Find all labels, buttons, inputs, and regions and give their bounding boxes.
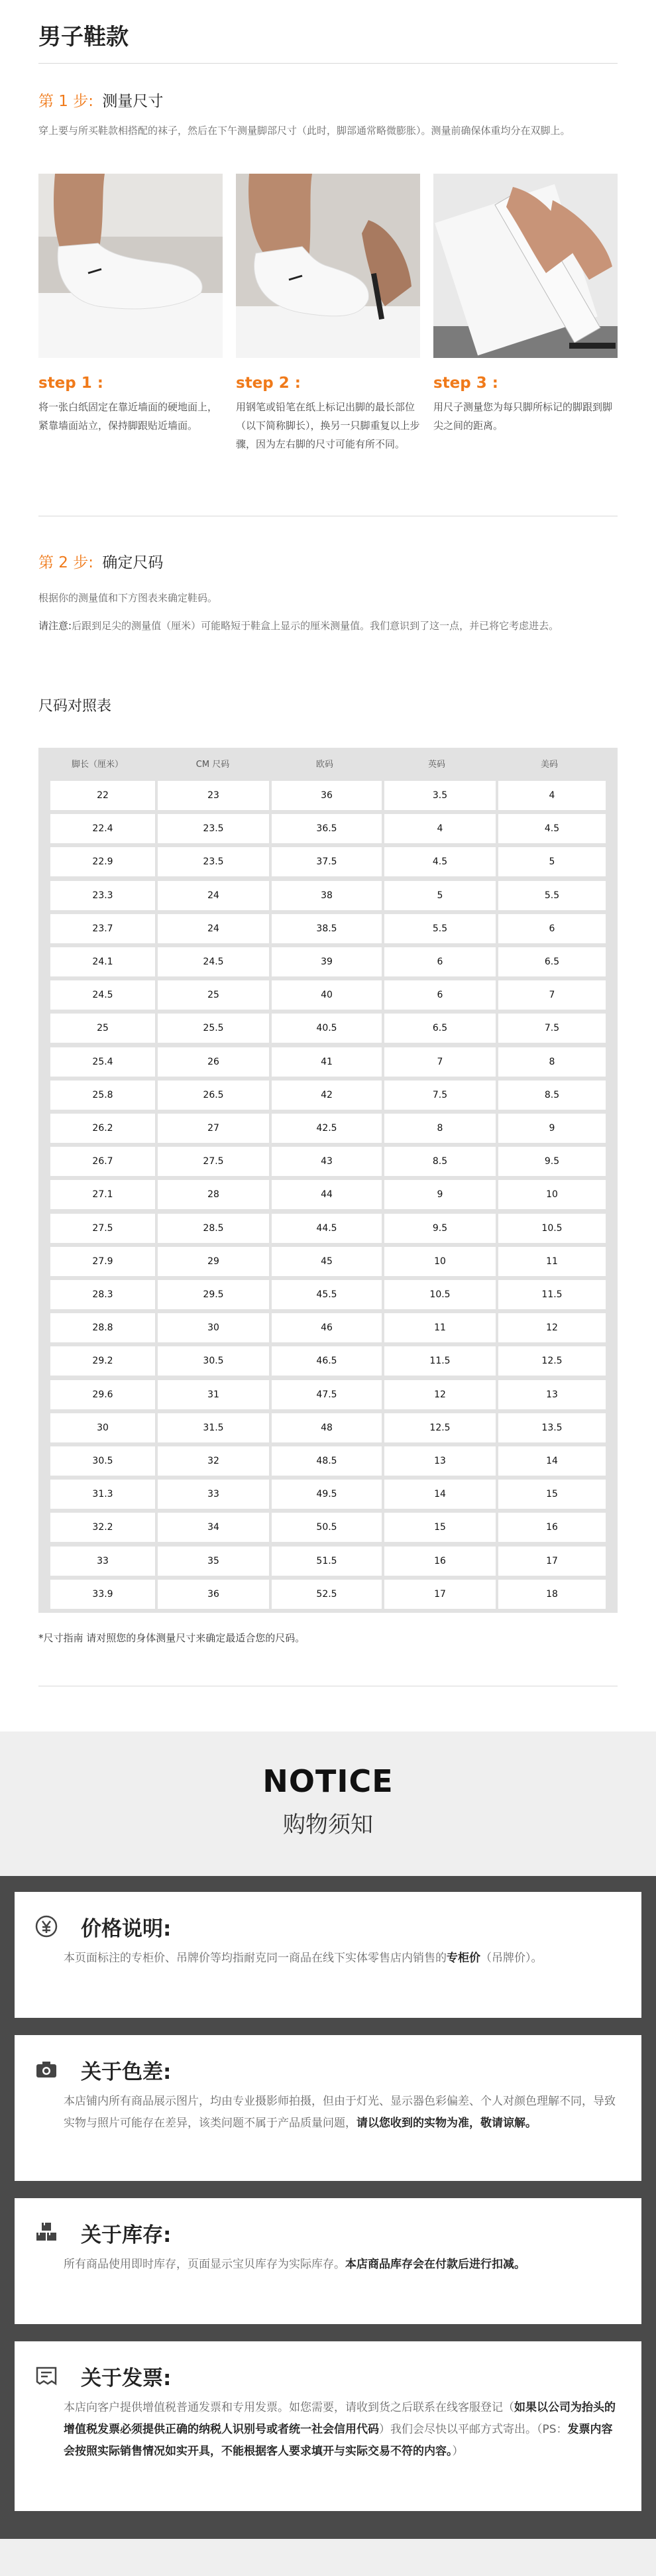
table-row — [50, 1380, 606, 1409]
table-cell: 43 — [272, 1147, 382, 1176]
table-cell: 45.5 — [272, 1280, 382, 1309]
table-cell: 32 — [158, 1446, 269, 1476]
table-cell: 45 — [272, 1247, 382, 1276]
table-cell: 7.5 — [498, 1014, 606, 1043]
table-cell: 6.5 — [384, 1014, 496, 1043]
card-bold: 专柜价 — [447, 1952, 480, 1965]
photo-step1-foot-on-paper — [38, 174, 223, 358]
table-cell: 37.5 — [272, 847, 382, 876]
table-cell: 52.5 — [272, 1580, 382, 1609]
table-cell: 25.5 — [158, 1014, 269, 1043]
table-row — [50, 1446, 606, 1476]
table-cell: 31 — [158, 1380, 269, 1409]
card-title: 关于库存: — [81, 2223, 172, 2247]
table-cell: 50.5 — [272, 1513, 382, 1542]
table-cell: 31.3 — [50, 1480, 155, 1509]
table-cell: 27 — [158, 1114, 269, 1143]
invoice-icon — [34, 2364, 58, 2388]
table-cell: 25 — [158, 980, 269, 1010]
card-body — [64, 1948, 620, 1969]
table-cell: 5 — [498, 847, 606, 876]
card-bold: 本店商品库存会在付款后进行扣减。 — [345, 2258, 525, 2271]
table-cell: 4.5 — [498, 814, 606, 843]
table-row — [50, 1313, 606, 1342]
boxes-icon — [34, 2221, 58, 2245]
table-row — [50, 980, 606, 1010]
caption3-title: step 3 : — [433, 375, 498, 392]
step2-number: 第 2 步: — [38, 554, 94, 571]
table-cell: 27.5 — [50, 1214, 155, 1243]
table-row — [50, 781, 606, 810]
table-cell: 22.9 — [50, 847, 155, 876]
table-cell: 27.1 — [50, 1180, 155, 1209]
table-cell: 5.5 — [384, 914, 496, 943]
notice-heading: NOTICE — [262, 1763, 394, 1799]
card-text: 所有商品使用即时库存，页面显示宝贝库存为实际库存。 — [64, 2258, 345, 2271]
table-row — [50, 1047, 606, 1077]
yen-icon — [34, 1914, 58, 1938]
table-cell: 12 — [384, 1380, 496, 1409]
table-cell: 23.3 — [50, 881, 155, 910]
size-footnote: *尺寸指南 请对照您的身体测量尺寸来确定最适合您的尺码。 — [38, 1632, 305, 1644]
card-text: 本页面标注的专柜价、吊牌价等均指耐克同一商品在线下实体零售店内销售的 — [64, 1952, 447, 1965]
table-cell: 49.5 — [272, 1480, 382, 1509]
notice-cards-frame — [0, 1876, 656, 2539]
step1-number: 第 1 步: — [38, 93, 94, 110]
table-cell: 44 — [272, 1180, 382, 1209]
table-row — [50, 914, 606, 943]
table-cell: 6 — [498, 914, 606, 943]
table-cell: 25 — [50, 1014, 155, 1043]
table-cell: 24.5 — [50, 980, 155, 1010]
table-cell: 33.9 — [50, 1580, 155, 1609]
table-cell: 11.5 — [384, 1346, 496, 1376]
table-row — [50, 1247, 606, 1276]
table-cell: 9.5 — [384, 1214, 496, 1243]
table-cell: 24 — [158, 914, 269, 943]
table-cell: 3.5 — [384, 781, 496, 810]
card-body — [64, 2397, 620, 2463]
table-cell: 14 — [384, 1480, 496, 1509]
table-cell: 8.5 — [384, 1147, 496, 1176]
table-cell: 46 — [272, 1313, 382, 1342]
table-row — [50, 1480, 606, 1509]
table-cell: 39 — [272, 947, 382, 976]
card-title: 关于色差: — [81, 2060, 172, 2084]
table-cell: 42 — [272, 1081, 382, 1110]
notice-card-invoice — [15, 2341, 641, 2511]
table-cell: 46.5 — [272, 1346, 382, 1376]
table-cell: 5 — [384, 881, 496, 910]
caption3-text: 用尺子测量您为每只脚所标记的脚跟到脚尖之间的距离。 — [433, 401, 613, 432]
table-cell: 23 — [158, 781, 269, 810]
table-cell: 8.5 — [498, 1081, 606, 1110]
card-title: 价格说明: — [81, 1917, 172, 1941]
table-cell: 10.5 — [384, 1280, 496, 1309]
card-bold: 如果以公司为抬头的增值税发票必须提供正确的纳税人识别号或者统一社会信用代码 — [64, 2401, 616, 2436]
card-tail: （吊牌价）。 — [480, 1952, 543, 1965]
notice-card-price — [15, 1892, 641, 2018]
table-row — [50, 1580, 606, 1609]
table-cell: 8 — [498, 1047, 606, 1077]
table-cell: 11 — [384, 1313, 496, 1342]
table-cell: 26.7 — [50, 1147, 155, 1176]
table-cell: 42.5 — [272, 1114, 382, 1143]
table-row — [50, 1147, 606, 1176]
table-cell: 17 — [384, 1580, 496, 1609]
table-cell: 11.5 — [498, 1280, 606, 1309]
card-body — [64, 2254, 620, 2276]
table-cell: 36 — [158, 1580, 269, 1609]
col-header-us: 美码 — [540, 760, 558, 770]
table-cell: 36.5 — [272, 814, 382, 843]
table-cell: 27.9 — [50, 1247, 155, 1276]
table-row — [50, 947, 606, 976]
table-cell: 30.5 — [50, 1446, 155, 1476]
table-cell: 31.5 — [158, 1413, 269, 1442]
size-chart-table — [38, 748, 618, 1613]
table-cell: 44.5 — [272, 1214, 382, 1243]
divider — [38, 63, 618, 64]
camera-icon — [34, 2058, 58, 2081]
step2-label: 确定尺码 — [102, 554, 164, 571]
table-cell: 48.5 — [272, 1446, 382, 1476]
table-cell: 11 — [498, 1247, 606, 1276]
table-cell: 6 — [384, 980, 496, 1010]
table-cell: 13 — [498, 1380, 606, 1409]
table-cell: 24.5 — [158, 947, 269, 976]
table-row — [50, 1346, 606, 1376]
table-cell: 28.5 — [158, 1214, 269, 1243]
table-cell: 33 — [50, 1547, 155, 1576]
caption1-title: step 1 : — [38, 375, 103, 392]
table-cell: 4.5 — [384, 847, 496, 876]
table-cell: 24 — [158, 881, 269, 910]
table-cell: 8 — [384, 1114, 496, 1143]
table-row — [50, 1280, 606, 1309]
col-header-eu: 欧码 — [315, 760, 333, 770]
table-row — [50, 1413, 606, 1442]
table-cell: 33 — [158, 1480, 269, 1509]
table-cell: 25.4 — [50, 1047, 155, 1077]
table-cell: 15 — [384, 1513, 496, 1542]
table-cell: 12.5 — [384, 1413, 496, 1442]
size-table-header — [38, 748, 618, 778]
table-row — [50, 1081, 606, 1110]
table-cell: 16 — [384, 1547, 496, 1576]
table-cell: 22.4 — [50, 814, 155, 843]
table-cell: 51.5 — [272, 1547, 382, 1576]
page-title: 男子鞋款 — [38, 24, 129, 50]
photo-step2-marking — [236, 174, 420, 358]
card-bold: 请以您收到的实物为准，敬请谅解。 — [356, 2117, 537, 2130]
table-cell: 30.5 — [158, 1346, 269, 1376]
table-row — [50, 1547, 606, 1576]
table-cell: 29 — [158, 1247, 269, 1276]
notice-subheading: 购物须知 — [283, 1812, 373, 1838]
table-cell: 9 — [498, 1114, 606, 1143]
table-cell: 47.5 — [272, 1380, 382, 1409]
table-cell: 29.5 — [158, 1280, 269, 1309]
table-cell: 30 — [158, 1313, 269, 1342]
table-cell: 23.5 — [158, 814, 269, 843]
step1-heading — [38, 89, 163, 111]
table-cell: 28 — [158, 1180, 269, 1209]
table-cell: 35 — [158, 1547, 269, 1576]
photo-step3-ruler — [433, 174, 618, 358]
table-cell: 7.5 — [384, 1081, 496, 1110]
table-cell: 32.2 — [50, 1513, 155, 1542]
step1-label: 测量尺寸 — [102, 93, 164, 110]
table-cell: 28.3 — [50, 1280, 155, 1309]
table-cell: 17 — [498, 1547, 606, 1576]
table-cell: 23.5 — [158, 847, 269, 876]
step1-description: 穿上要与所买鞋款相搭配的袜子，然后在下午测量脚部尺寸（此时，脚部通常略微膨胀）。测量前确保体重均分在双脚上。 — [38, 125, 571, 137]
table-cell: 4 — [498, 781, 606, 810]
table-cell: 41 — [272, 1047, 382, 1077]
table-cell: 36 — [272, 781, 382, 810]
table-cell: 15 — [498, 1480, 606, 1509]
notice-card-stock — [15, 2198, 641, 2324]
table-cell: 13.5 — [498, 1413, 606, 1442]
table-cell: 34 — [158, 1513, 269, 1542]
table-cell: 16 — [498, 1513, 606, 1542]
table-cell: 7 — [384, 1047, 496, 1077]
warning-text: 后跟到足尖的测量值（厘米）可能略短于鞋盒上显示的厘米测量值。我们意识到了这一点，并已将它考虑进去。 — [72, 620, 559, 632]
table-cell: 29.6 — [50, 1380, 155, 1409]
step2-heading — [38, 550, 163, 572]
table-cell: 10 — [498, 1180, 606, 1209]
card-text: 本店铺内所有商品展示图片，均由专业摄影师拍摄，但由于灯光、显示器色彩偏差、个人对颜色理解不同，导致实物与照片可能存在差异，该类问题不属于产品质量问题， — [64, 2095, 616, 2130]
table-cell: 13 — [384, 1446, 496, 1476]
table-cell: 27.5 — [158, 1147, 269, 1176]
table-cell: 9.5 — [498, 1147, 606, 1176]
table-row — [50, 881, 606, 910]
table-cell: 10.5 — [498, 1214, 606, 1243]
caption1-text: 将一张白纸固定在靠近墙面的硬地面上，紧靠墙面站立，保持脚跟贴近墙面。 — [38, 401, 218, 432]
table-cell: 22 — [50, 781, 155, 810]
size-table-title: 尺码对照表 — [38, 698, 112, 715]
table-row — [50, 814, 606, 843]
card-tail2: ） — [452, 2445, 464, 2458]
table-cell: 12 — [498, 1313, 606, 1342]
card-body — [64, 2091, 620, 2135]
table-cell: 26.2 — [50, 1114, 155, 1143]
table-cell: 29.2 — [50, 1346, 155, 1376]
table-cell: 6.5 — [498, 947, 606, 976]
table-cell: 40 — [272, 980, 382, 1010]
card-tail: ）我们会尽快以平邮方式寄出。（PS： — [379, 2423, 568, 2436]
caption2-title: step 2 : — [236, 375, 301, 392]
notice-card-color — [15, 2035, 641, 2181]
table-cell: 26.5 — [158, 1081, 269, 1110]
table-cell: 12.5 — [498, 1346, 606, 1376]
table-row — [50, 1180, 606, 1209]
table-cell: 26 — [158, 1047, 269, 1077]
col-header-foot-length: 脚长（厘米） — [71, 760, 123, 770]
table-row — [50, 847, 606, 876]
table-cell: 38 — [272, 881, 382, 910]
table-cell: 23.7 — [50, 914, 155, 943]
table-row — [50, 1014, 606, 1043]
card-title: 关于发票: — [81, 2367, 172, 2390]
step2-description: 根据你的测量值和下方图表来确定鞋码。 — [38, 592, 218, 604]
table-cell: 18 — [498, 1580, 606, 1609]
col-header-uk: 英码 — [427, 760, 445, 770]
table-cell: 10 — [384, 1247, 496, 1276]
card-bold2: 发票内容会按照实际销售情况如实开具，不能根据客人要求填开与实际交易不符的内容。 — [64, 2423, 613, 2458]
table-row — [50, 1114, 606, 1143]
table-cell: 28.8 — [50, 1313, 155, 1342]
step2-warning — [38, 616, 622, 635]
table-cell: 48 — [272, 1413, 382, 1442]
table-cell: 6 — [384, 947, 496, 976]
card-text: 本店向客户提供增值税普通发票和专用发票。如您需要，请收到货之后联系在线客服登记（ — [64, 2401, 514, 2414]
table-cell: 5.5 — [498, 881, 606, 910]
table-row — [50, 1513, 606, 1542]
table-cell: 25.8 — [50, 1081, 155, 1110]
table-cell: 30 — [50, 1413, 155, 1442]
col-header-cm: CM 尺码 — [195, 760, 230, 770]
table-cell: 9 — [384, 1180, 496, 1209]
table-row — [50, 1214, 606, 1243]
table-cell: 40.5 — [272, 1014, 382, 1043]
table-cell: 4 — [384, 814, 496, 843]
table-cell: 14 — [498, 1446, 606, 1476]
warning-label: 请注意: — [38, 620, 72, 632]
table-cell: 24.1 — [50, 947, 155, 976]
table-cell: 38.5 — [272, 914, 382, 943]
caption2-text: 用钢笔或铅笔在纸上标记出脚的最长部位（以下简称脚长），换另一只脚重复以上步骤，因为左右脚的尺寸可能有所不同。 — [236, 401, 420, 450]
table-cell: 7 — [498, 980, 606, 1010]
